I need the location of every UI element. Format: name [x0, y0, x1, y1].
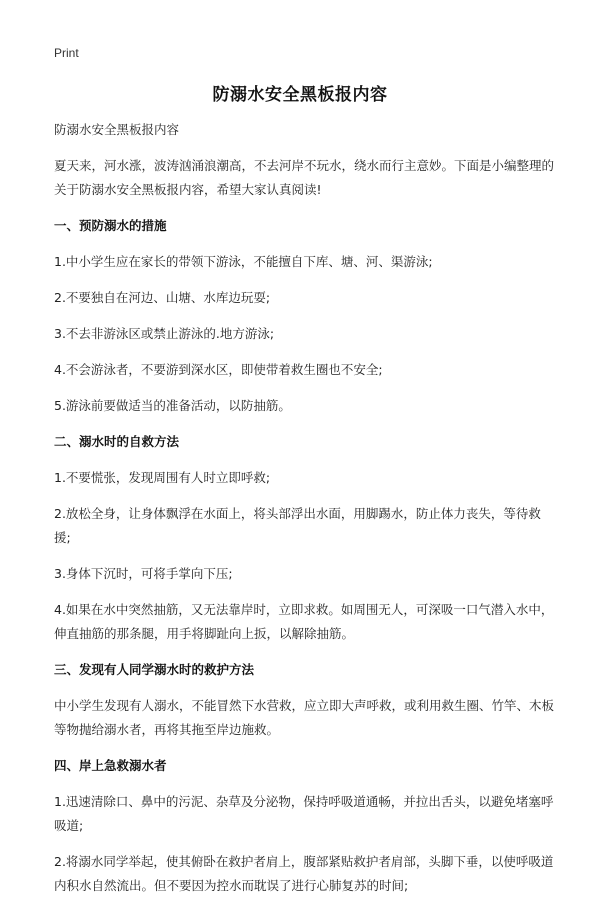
list-item: 5.游泳前要做适当的准备活动，以防抽筋。 — [54, 398, 291, 413]
section-heading: 一、预防溺水的措施 — [54, 218, 167, 233]
article-subtitle: 防溺水安全黑板报内容 — [54, 122, 180, 137]
list-item: 中小学生发现有人溺水，不能冒然下水营救，应立即大声呼救，或利用救生圈、竹竿、木板等物抛给溺水者，再将其拖至岸边施救。 — [54, 698, 555, 737]
list-item: 3.不去非游泳区或禁止游泳的.地方游泳; — [54, 326, 275, 341]
section-heading: 四、岸上急救溺水者 — [54, 758, 167, 773]
list-item: 1.中小学生应在家长的带领下游泳，不能擅自下库、塘、河、渠游泳; — [54, 254, 433, 269]
article-body — [54, 118, 554, 910]
list-item: 2.不要独自在河边、山塘、水库边玩耍; — [54, 290, 271, 305]
page-title: 防溺水安全黑板报内容 — [212, 85, 388, 105]
list-item: 3.身体下沉时，可将手掌向下压; — [54, 566, 233, 581]
list-item: 4.如果在水中突然抽筋，又无法靠岸时，立即求救。如周围无人，可深吸一口气潜入水中，伸直抽筋的那条腿，用手将脚趾向上扳，以解除抽筋。 — [54, 602, 554, 641]
print-link[interactable]: Print — [54, 46, 79, 60]
section-self-rescue — [54, 430, 554, 646]
intro-paragraph: 夏天来，河水涨，波涛汹涌浪潮高，不去河岸不玩水，绕水而行主意妙。下面是小编整理的关于防溺水安全黑板报内容，希望大家认真阅读! — [54, 158, 555, 197]
list-item: 1.不要慌张，发现周围有人时立即呼救; — [54, 470, 271, 485]
list-item: 2.放松全身，让身体飘浮在水面上，将头部浮出水面，用脚踢水，防止体力丧失，等待救援; — [54, 506, 541, 545]
list-item: 4.不会游泳者，不要游到深水区，即使带着救生圈也不安全; — [54, 362, 383, 377]
section-heading: 三、发现有人同学溺水时的救护方法 — [54, 662, 255, 677]
section-first-aid — [54, 754, 554, 898]
list-item: 2.将溺水同学举起，使其俯卧在救护者肩上，腹部紧贴救护者肩部，头脚下垂，以使呼吸道内积水自然流出。但不要因为控水而耽误了进行心肺复苏的时间; — [54, 854, 554, 893]
section-prevention — [54, 214, 554, 418]
section-heading: 二、溺水时的自救方法 — [54, 434, 180, 449]
section-rescue-others — [54, 658, 554, 742]
list-item: 1.迅速清除口、鼻中的污泥、杂草及分泌物，保持呼吸道通畅，并拉出舌头，以避免堵塞呼吸道; — [54, 794, 554, 833]
